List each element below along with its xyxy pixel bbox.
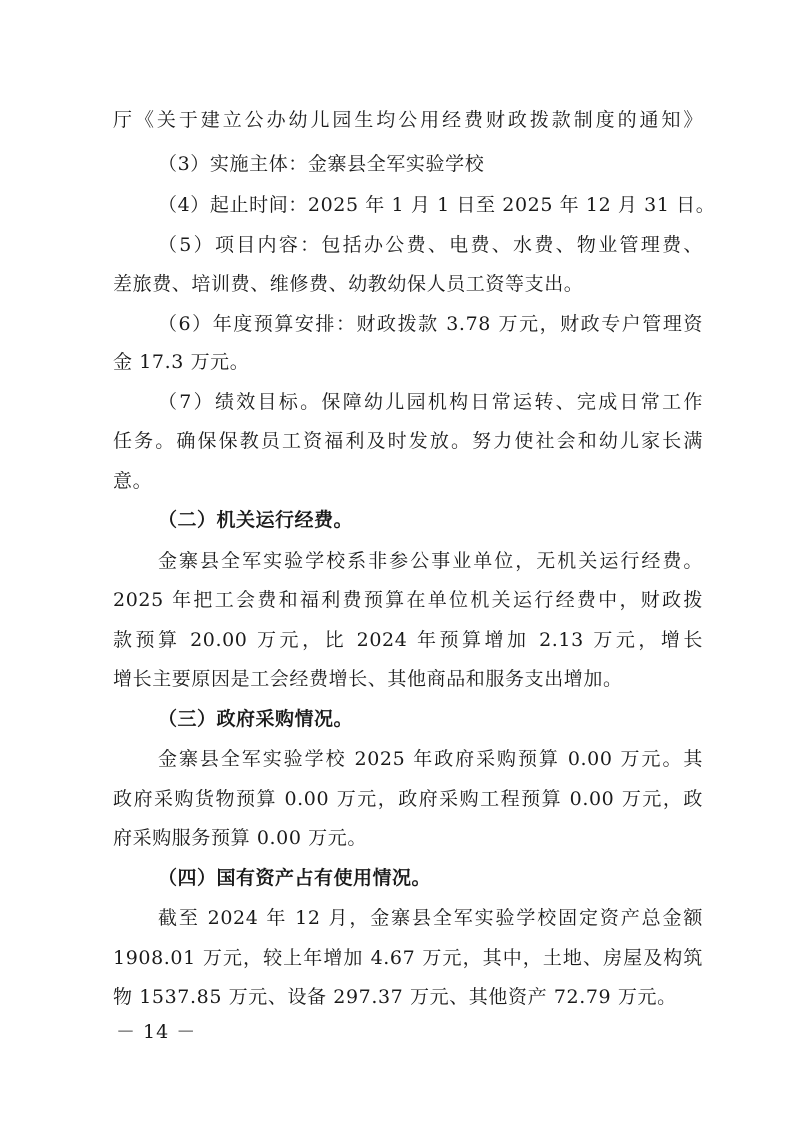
paragraph-line: 截至 2024 年 12 月，金寨县全军实验学校固定资产总金额 xyxy=(158,907,703,929)
paragraph-line: （7）绩效目标。保障幼儿园机构日常运转、完成日常工作 xyxy=(158,391,703,413)
paragraph-line: 政府采购货物预算 0.00 万元，政府采购工程预算 0.00 万元，政 xyxy=(113,788,703,810)
page-number: － 14 － xyxy=(116,1021,197,1043)
paragraph-line: 2025 年把工会费和福利费预算在单位机关运行经费中，财政拨 xyxy=(113,589,703,611)
paragraph-line: 物 1537.85 万元、设备 297.37 万元、其他资产 72.79 万元。 xyxy=(113,986,677,1008)
paragraph-line: 金寨县全军实验学校系非参公事业单位，无机关运行经费。 xyxy=(158,550,703,572)
paragraph-line: 增长主要原因是工会经费增长、其他商品和服务支出增加。 xyxy=(113,668,623,690)
paragraph-line: 1908.01 万元，较上年增加 4.67 万元，其中，土地、房屋及构筑 xyxy=(113,947,703,969)
section-heading: （三）政府采购情况。 xyxy=(158,708,354,730)
paragraph-line: 任务。确保保教员工资福利及时发放。努力使社会和幼儿家长满 xyxy=(113,430,703,452)
paragraph-line: 厅《关于建立公办幼儿园生均公用经费财政拨款制度的通知》 xyxy=(113,109,703,131)
paragraph-line: （5）项目内容：包括办公费、电费、水费、物业管理费、 xyxy=(158,234,703,256)
paragraph-line: 金寨县全军实验学校 2025 年政府采购预算 0.00 万元。其 xyxy=(158,748,703,770)
paragraph-line: 意。 xyxy=(113,470,153,492)
section-heading: （二）机关运行经费。 xyxy=(158,509,354,531)
paragraph-line: 款预算 20.00 万元，比 2024 年预算增加 2.13 万元，增长 xyxy=(113,629,703,651)
paragraph-line: （6）年度预算安排：财政拨款 3.78 万元，财政专户管理资 xyxy=(158,313,703,335)
paragraph-line: 金 17.3 万元。 xyxy=(113,351,250,373)
paragraph-line: （4）起止时间：2025 年 1 月 1 日至 2025 年 12 月 31 日。 xyxy=(158,194,716,216)
paragraph-line: 府采购服务预算 0.00 万元。 xyxy=(113,827,367,849)
paragraph-line: （3）实施主体：金寨县全军实验学校 xyxy=(158,153,485,175)
section-heading: （四）国有资产占有使用情况。 xyxy=(158,867,432,889)
paragraph-line: 差旅费、培训费、维修费、幼教幼保人员工资等支出。 xyxy=(113,273,584,295)
